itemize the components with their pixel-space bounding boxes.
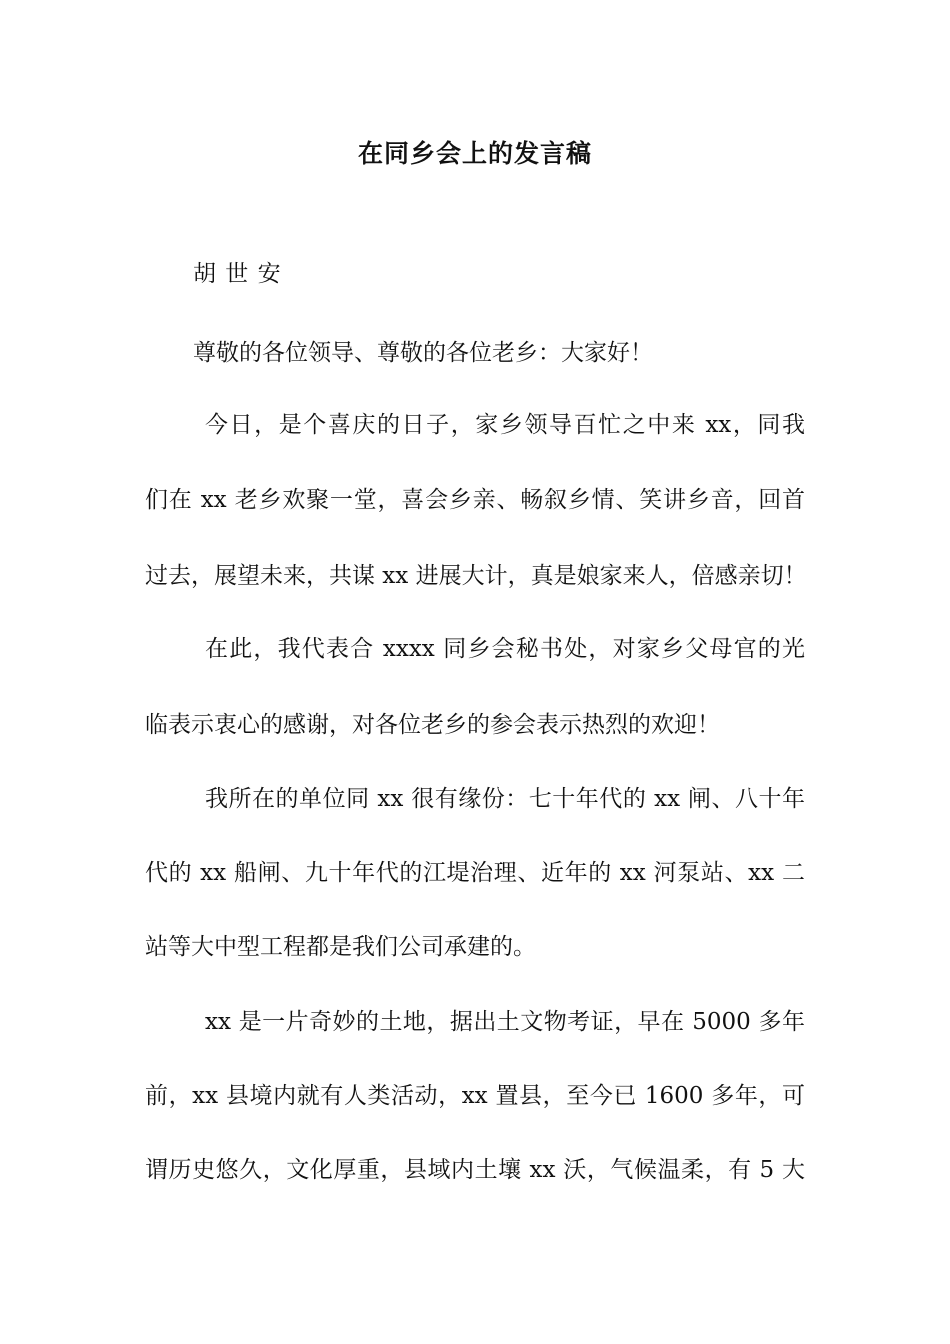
paragraph-line: 站等大中型工程都是我们公司承建的。 <box>145 934 536 960</box>
paragraph-line: 代的 xx 船闸、九十年代的江堤治理、近年的 xx 河泵站、xx 二 <box>145 860 805 886</box>
paragraph-line: 在此，我代表合 xxxx 同乡会秘书处，对家乡父母官的光 <box>205 636 805 662</box>
paragraph-line: 我所在的单位同 xx 很有缘份：七十年代的 xx 闸、八十年 <box>205 786 805 812</box>
paragraph-line: 临表示衷心的感谢，对各位老乡的参会表示热烈的欢迎！ <box>145 712 720 738</box>
paragraph-line: 今日，是个喜庆的日子，家乡领导百忙之中来 xx，同我 <box>205 412 805 438</box>
paragraph-line: 前，xx 县境内就有人类活动，xx 置县，至今已 1600 多年，可 <box>145 1083 805 1109</box>
author-line: 胡 世 安 <box>193 261 282 287</box>
greeting-line: 尊敬的各位领导、尊敬的各位老乡：大家好！ <box>193 340 653 366</box>
paragraph-line: 们在 xx 老乡欢聚一堂，喜会乡亲、畅叙乡情、笑讲乡音，回首 <box>145 487 805 513</box>
paragraph-line: 谓历史悠久，文化厚重，县域内土壤 xx 沃，气候温柔，有 5 大 <box>145 1157 805 1183</box>
document-title: 在同乡会上的发言稿 <box>357 139 592 168</box>
paragraph-line: xx 是一片奇妙的土地，据出土文物考证，早在 5000 多年 <box>205 1009 805 1035</box>
paragraph-line: 过去，展望未来，共谋 xx 进展大计，真是娘家来人，倍感亲切！ <box>145 563 807 589</box>
